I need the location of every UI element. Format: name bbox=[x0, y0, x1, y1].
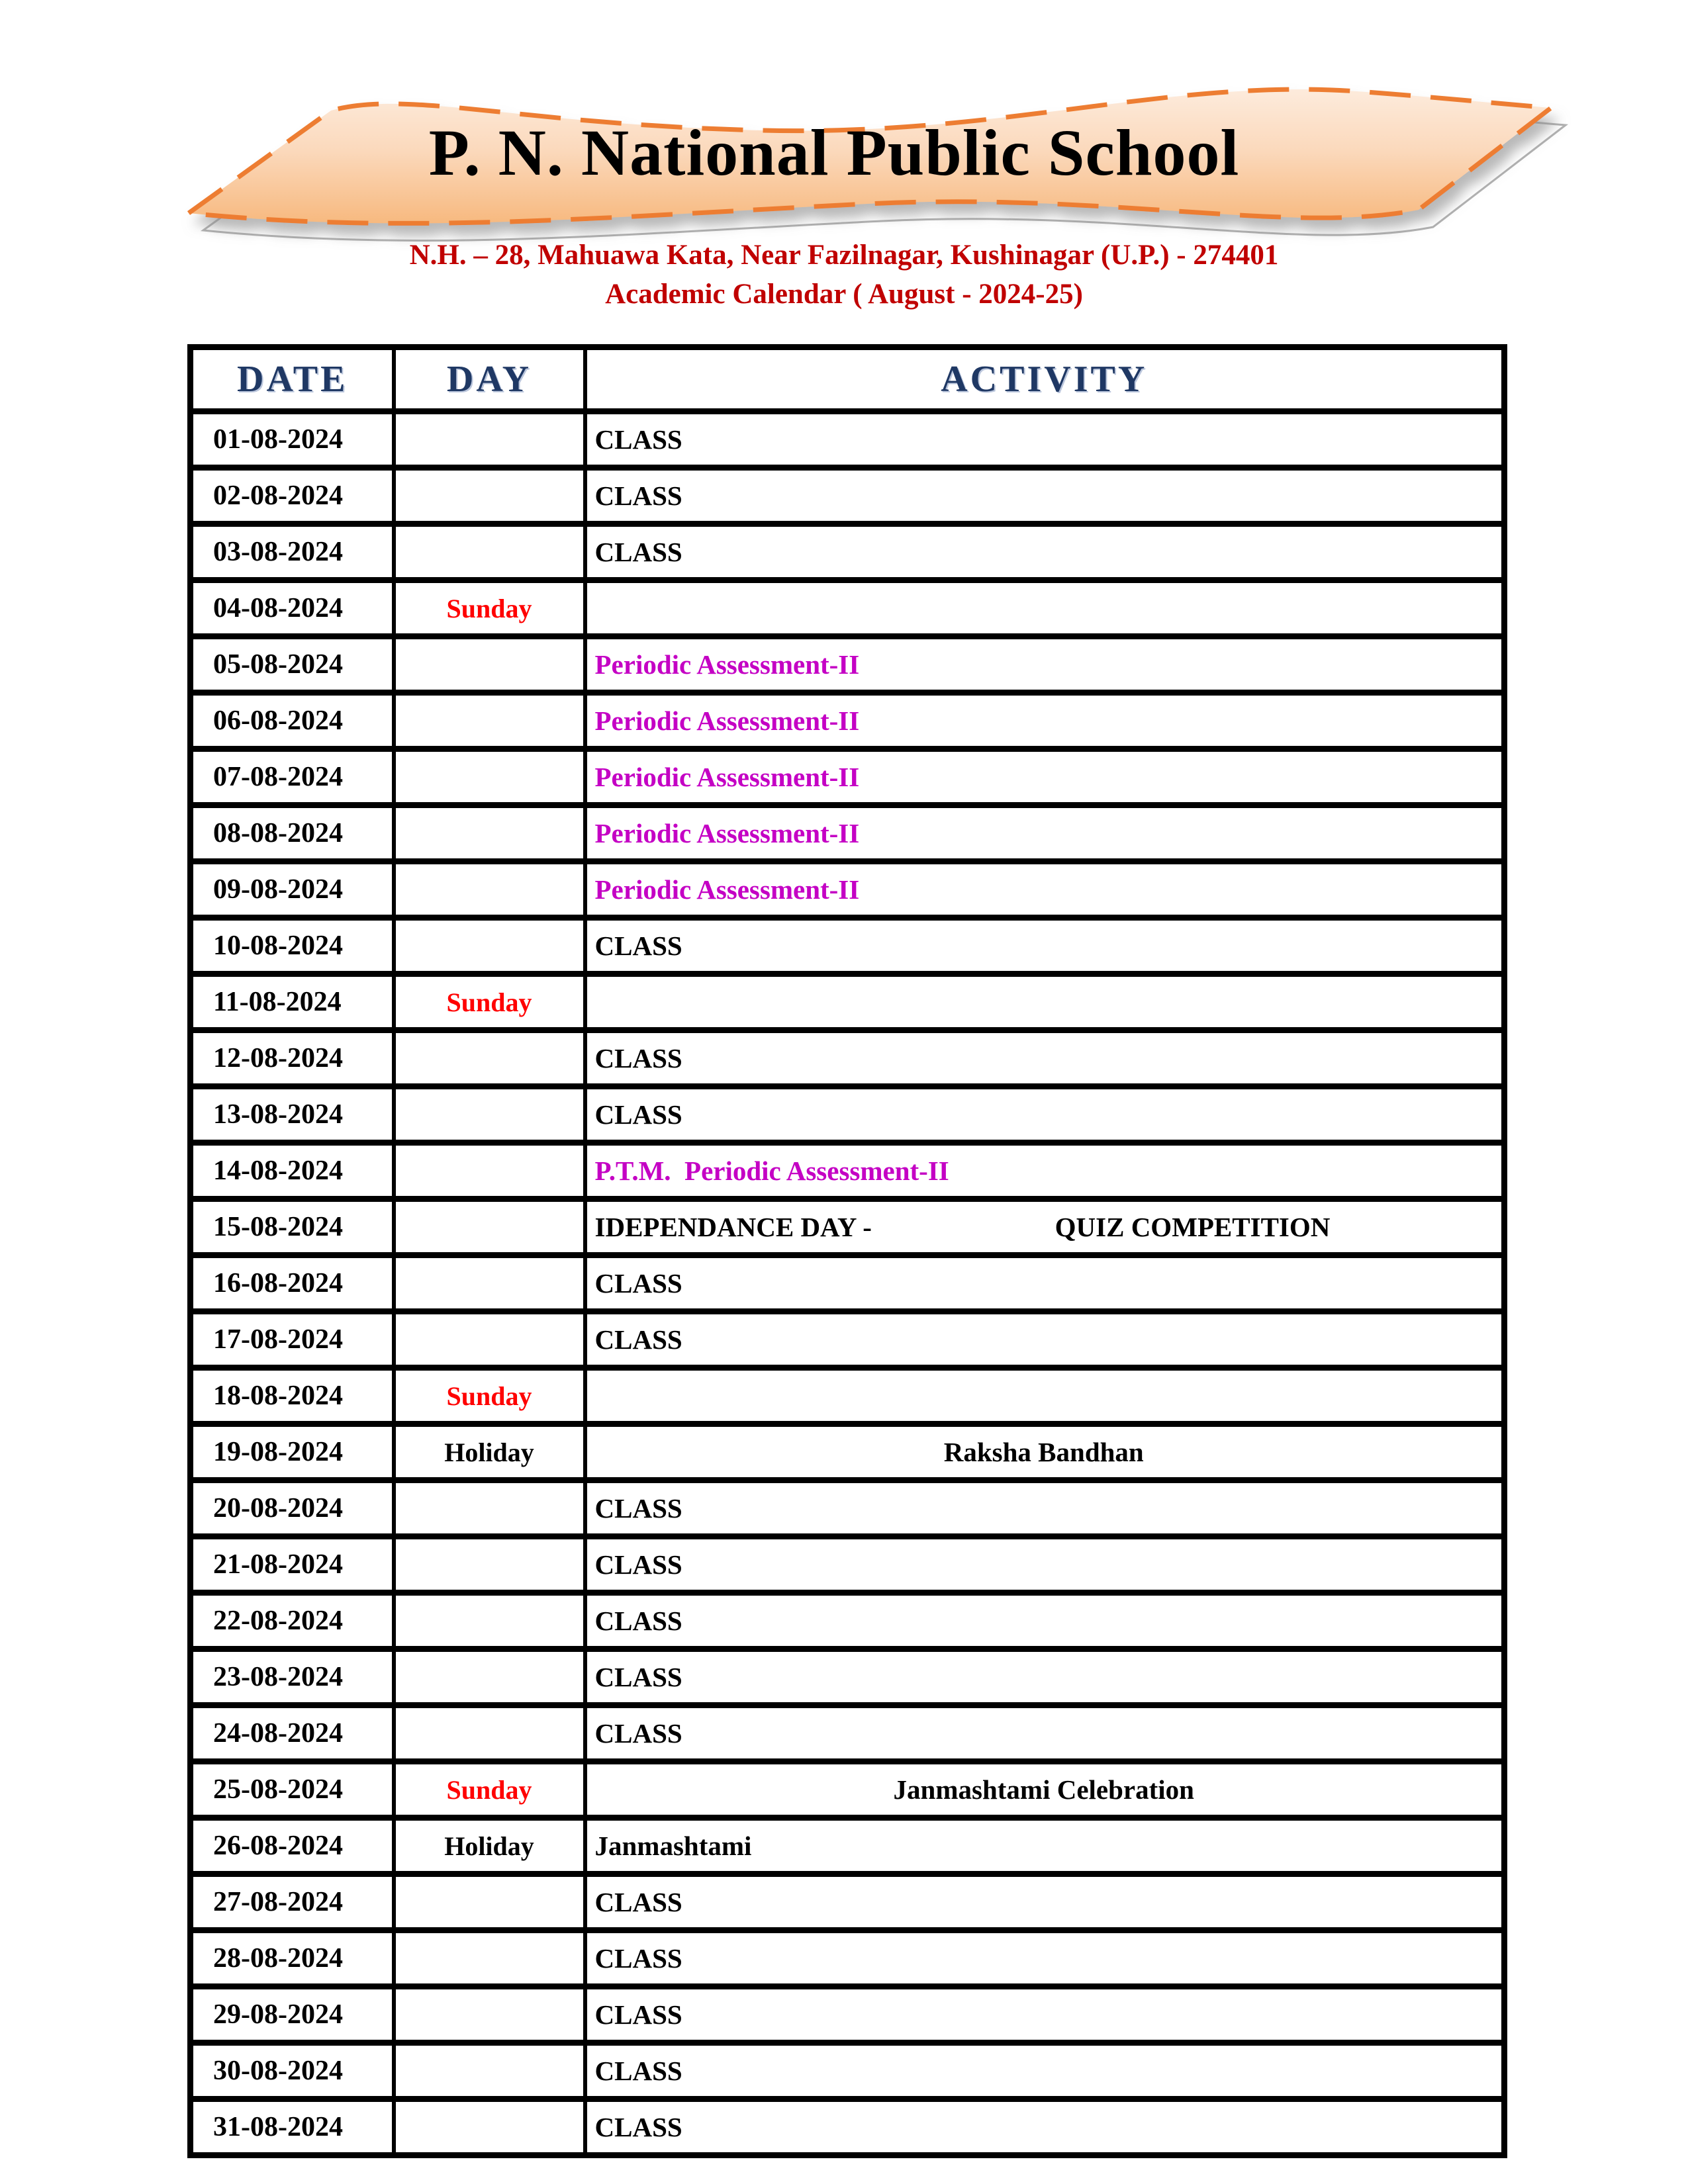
date-cell: 21-08-2024 bbox=[191, 1537, 394, 1593]
day-cell bbox=[394, 1649, 585, 1706]
activity-cell: CLASS bbox=[585, 1537, 1505, 1593]
activity-cell: CLASS bbox=[585, 412, 1505, 468]
date-cell: 18-08-2024 bbox=[191, 1368, 394, 1424]
table-row bbox=[191, 580, 1505, 637]
table-header-row bbox=[191, 347, 1505, 412]
activity-cell: CLASS bbox=[585, 1087, 1505, 1143]
table-row bbox=[191, 974, 1505, 1030]
column-header-day: DAY bbox=[394, 347, 585, 412]
day-cell bbox=[394, 1255, 585, 1312]
activity-cell: CLASS bbox=[585, 524, 1505, 580]
day-cell bbox=[394, 468, 585, 524]
table-row bbox=[191, 1706, 1505, 1762]
column-header-activity: ACTIVITY bbox=[585, 347, 1505, 412]
day-cell bbox=[394, 1030, 585, 1087]
date-cell: 26-08-2024 bbox=[191, 1818, 394, 1874]
day-cell bbox=[394, 1143, 585, 1199]
activity-cell: CLASS bbox=[585, 1931, 1505, 1987]
table-row bbox=[191, 1593, 1505, 1649]
date-cell: 10-08-2024 bbox=[191, 918, 394, 974]
activity-cell: CLASS bbox=[585, 468, 1505, 524]
activity-cell: Janmashtami bbox=[585, 1818, 1505, 1874]
date-cell: 23-08-2024 bbox=[191, 1649, 394, 1706]
activity-cell: Janmashtami Celebration bbox=[585, 1762, 1505, 1818]
date-cell: 28-08-2024 bbox=[191, 1931, 394, 1987]
table-row bbox=[191, 1480, 1505, 1537]
activity-cell: CLASS bbox=[585, 1255, 1505, 1312]
calendar-table-body bbox=[191, 412, 1505, 2156]
header-text-block bbox=[0, 236, 1688, 314]
day-cell bbox=[394, 749, 585, 805]
table-row bbox=[191, 749, 1505, 805]
date-cell: 09-08-2024 bbox=[191, 862, 394, 918]
table-row bbox=[191, 862, 1505, 918]
activity-cell: CLASS bbox=[585, 918, 1505, 974]
calendar-table bbox=[187, 344, 1507, 2158]
day-cell bbox=[394, 805, 585, 862]
day-cell bbox=[394, 693, 585, 749]
date-cell: 27-08-2024 bbox=[191, 1874, 394, 1931]
table-row bbox=[191, 1931, 1505, 1987]
activity-cell: CLASS bbox=[585, 2099, 1505, 2156]
table-row bbox=[191, 693, 1505, 749]
table-row bbox=[191, 637, 1505, 693]
activity-cell bbox=[585, 974, 1505, 1030]
table-row bbox=[191, 1762, 1505, 1818]
date-cell: 25-08-2024 bbox=[191, 1762, 394, 1818]
date-cell: 03-08-2024 bbox=[191, 524, 394, 580]
day-cell: Sunday bbox=[394, 974, 585, 1030]
day-cell bbox=[394, 412, 585, 468]
day-cell bbox=[394, 1199, 585, 1255]
table-row bbox=[191, 1368, 1505, 1424]
date-cell: 07-08-2024 bbox=[191, 749, 394, 805]
column-header-date: DATE bbox=[191, 347, 394, 412]
table-row bbox=[191, 1087, 1505, 1143]
table-row bbox=[191, 1199, 1505, 1255]
table-row bbox=[191, 805, 1505, 862]
activity-cell: Raksha Bandhan bbox=[585, 1424, 1505, 1480]
date-cell: 29-08-2024 bbox=[191, 1987, 394, 2043]
date-cell: 19-08-2024 bbox=[191, 1424, 394, 1480]
date-cell: 08-08-2024 bbox=[191, 805, 394, 862]
activity-cell: Periodic Assessment-II bbox=[585, 693, 1505, 749]
day-cell bbox=[394, 1087, 585, 1143]
activity-cell: CLASS bbox=[585, 1312, 1505, 1368]
day-cell bbox=[394, 918, 585, 974]
day-cell bbox=[394, 1593, 585, 1649]
table-row bbox=[191, 918, 1505, 974]
table-row bbox=[191, 1312, 1505, 1368]
date-cell: 15-08-2024 bbox=[191, 1199, 394, 1255]
date-cell: 11-08-2024 bbox=[191, 974, 394, 1030]
day-cell: Holiday bbox=[394, 1818, 585, 1874]
activity-cell: CLASS bbox=[585, 1593, 1505, 1649]
table-row bbox=[191, 412, 1505, 468]
activity-cell: CLASS bbox=[585, 1030, 1505, 1087]
table-row bbox=[191, 524, 1505, 580]
table-row bbox=[191, 2099, 1505, 2156]
day-cell bbox=[394, 1987, 585, 2043]
activity-cell bbox=[585, 1368, 1505, 1424]
table-row bbox=[191, 468, 1505, 524]
date-cell: 17-08-2024 bbox=[191, 1312, 394, 1368]
activity-cell: CLASS bbox=[585, 1706, 1505, 1762]
day-cell bbox=[394, 2099, 585, 2156]
date-cell: 13-08-2024 bbox=[191, 1087, 394, 1143]
date-cell: 24-08-2024 bbox=[191, 1706, 394, 1762]
activity-cell: CLASS bbox=[585, 1874, 1505, 1931]
table-row bbox=[191, 1874, 1505, 1931]
activity-cell: P.T.M. Periodic Assessment-II bbox=[585, 1143, 1505, 1199]
day-cell bbox=[394, 1537, 585, 1593]
activity-cell: CLASS bbox=[585, 1480, 1505, 1537]
table-row bbox=[191, 1143, 1505, 1199]
day-cell: Holiday bbox=[394, 1424, 585, 1480]
calendar-title: Academic Calendar ( August - 2024-25) bbox=[605, 279, 1083, 310]
table-row bbox=[191, 1030, 1505, 1087]
date-cell: 31-08-2024 bbox=[191, 2099, 394, 2156]
date-cell: 30-08-2024 bbox=[191, 2043, 394, 2099]
date-cell: 04-08-2024 bbox=[191, 580, 394, 637]
date-cell: 06-08-2024 bbox=[191, 693, 394, 749]
table-row bbox=[191, 1649, 1505, 1706]
day-cell: Sunday bbox=[394, 580, 585, 637]
activity-cell: Periodic Assessment-II bbox=[585, 862, 1505, 918]
table-row bbox=[191, 1255, 1505, 1312]
day-cell bbox=[394, 524, 585, 580]
day-cell: Sunday bbox=[394, 1368, 585, 1424]
school-address: N.H. – 28, Mahuawa Kata, Near Fazilnagar, Kushinagar (U.P.) - 274401 bbox=[409, 240, 1279, 271]
day-cell bbox=[394, 637, 585, 693]
day-cell bbox=[394, 862, 585, 918]
activity-cell: Periodic Assessment-II bbox=[585, 749, 1505, 805]
activity-cell bbox=[585, 580, 1505, 637]
date-cell: 02-08-2024 bbox=[191, 468, 394, 524]
date-cell: 14-08-2024 bbox=[191, 1143, 394, 1199]
activity-cell: CLASS bbox=[585, 1649, 1505, 1706]
school-name: P. N. National Public School bbox=[428, 116, 1240, 189]
table-row bbox=[191, 1537, 1505, 1593]
activity-cell: Periodic Assessment-II bbox=[585, 805, 1505, 862]
table-row bbox=[191, 1987, 1505, 2043]
activity-cell: IDEPENDANCE DAY - QUIZ COMPETITION bbox=[585, 1199, 1505, 1255]
day-cell bbox=[394, 1480, 585, 1537]
day-cell bbox=[394, 2043, 585, 2099]
table-row bbox=[191, 1424, 1505, 1480]
day-cell bbox=[394, 1874, 585, 1931]
date-cell: 01-08-2024 bbox=[191, 412, 394, 468]
activity-cell: CLASS bbox=[585, 1987, 1505, 2043]
activity-cell: Periodic Assessment-II bbox=[585, 637, 1505, 693]
activity-cell: CLASS bbox=[585, 2043, 1505, 2099]
date-cell: 16-08-2024 bbox=[191, 1255, 394, 1312]
date-cell: 05-08-2024 bbox=[191, 637, 394, 693]
date-cell: 12-08-2024 bbox=[191, 1030, 394, 1087]
day-cell bbox=[394, 1312, 585, 1368]
day-cell bbox=[394, 1706, 585, 1762]
day-cell: Sunday bbox=[394, 1762, 585, 1818]
table-row bbox=[191, 2043, 1505, 2099]
table-row bbox=[191, 1818, 1505, 1874]
day-cell bbox=[394, 1931, 585, 1987]
date-cell: 22-08-2024 bbox=[191, 1593, 394, 1649]
date-cell: 20-08-2024 bbox=[191, 1480, 394, 1537]
